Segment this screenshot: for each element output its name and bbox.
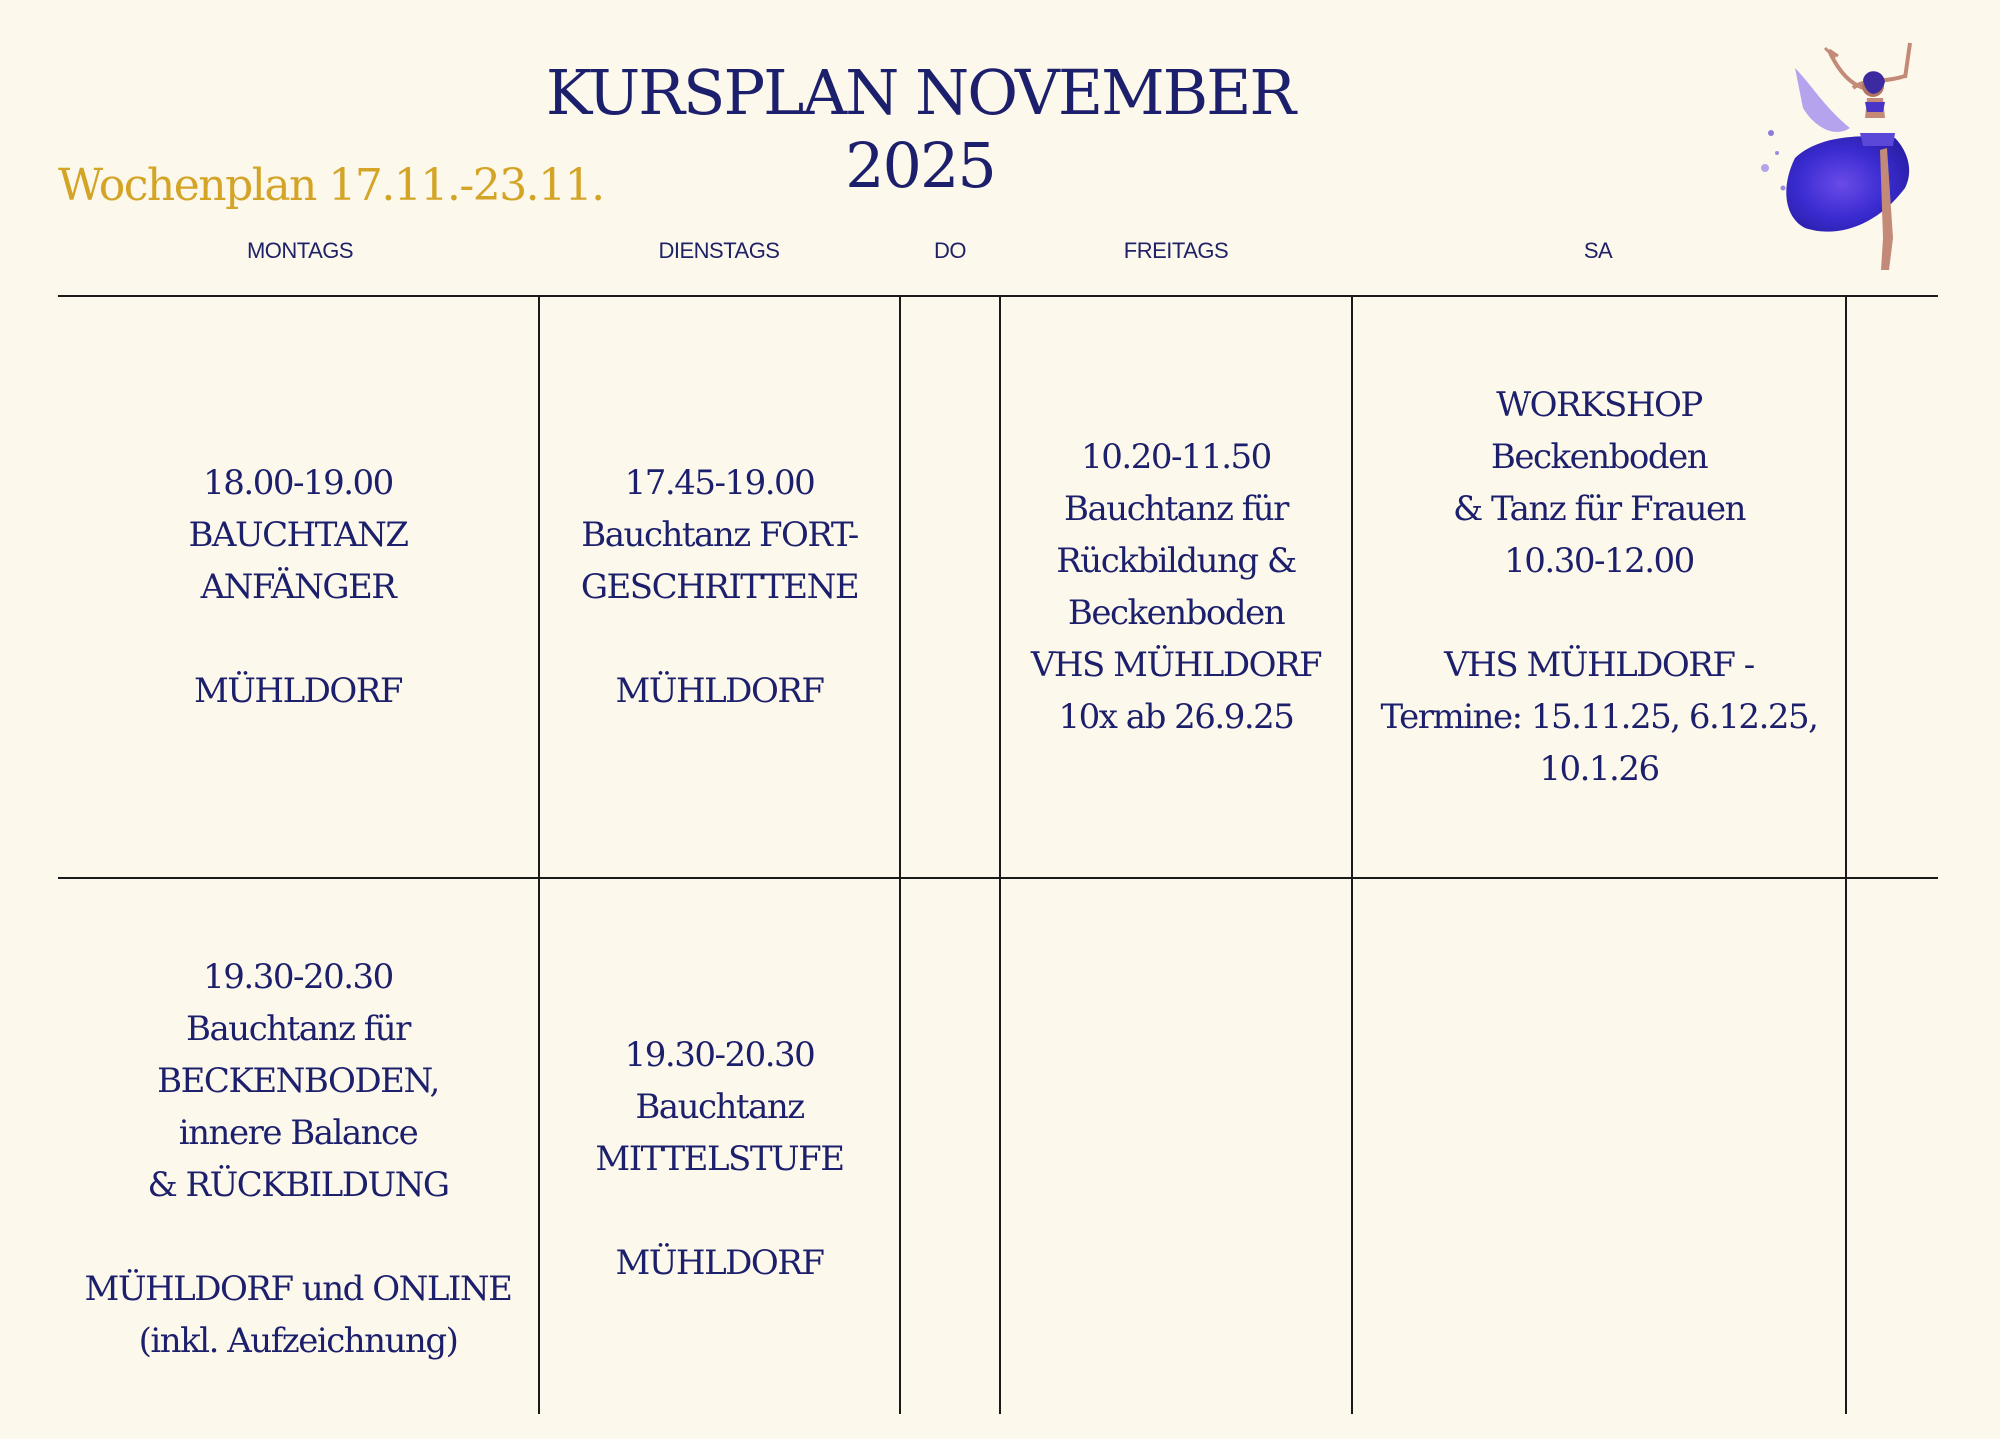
header-saturday: SA — [1583, 238, 1613, 263]
cell-friday-course-1: 10.20-11.50 Bauchtanz für Rückbildung & Beckenboden VHS MÜHLDORF 10x ab 26.9.25 — [1030, 437, 1322, 737]
cell-monday-course-2: 19.30-20.30 Bauchtanz für BECKENBODEN, innere Balance & RÜCKBILDUNG MÜHLDORF und ONLINE (inkl. Aufzeichnung) — [84, 957, 512, 1361]
cell-monday-course-1: 18.00-19.00 BAUCHTANZ ANFÄNGER MÜHLDORF — [188, 463, 408, 711]
header-friday: FREITAGS — [1123, 238, 1229, 263]
header-tuesday: DIENSTAGS — [658, 238, 780, 263]
column-divider — [1845, 296, 1847, 1414]
cell-tuesday-course-1: 17.45-19.00 Bauchtanz FORT- GESCHRITTENE MÜHLDORF — [580, 463, 859, 711]
header-monday: MONTAGS — [246, 238, 354, 263]
header-thursday: DO — [934, 238, 966, 263]
cell-tuesday-course-2: 19.30-20.30 Bauchtanz MITTELSTUFE MÜHLDORF — [595, 1035, 844, 1283]
cell-saturday-workshop: WORKSHOP Beckenboden & Tanz für Frauen 10.30-12.00 VHS MÜHLDORF - Termine: 15.11.25, 6.12.25, 10.1.26 — [1380, 385, 1818, 789]
belly-dancer-illustration — [1755, 38, 1945, 283]
page-title: KURSPLAN NOVEMBER 2025 — [545, 56, 1295, 202]
column-divider — [899, 296, 901, 1414]
week-range-subtitle: Wochenplan 17.11.-23.11. — [58, 160, 604, 211]
